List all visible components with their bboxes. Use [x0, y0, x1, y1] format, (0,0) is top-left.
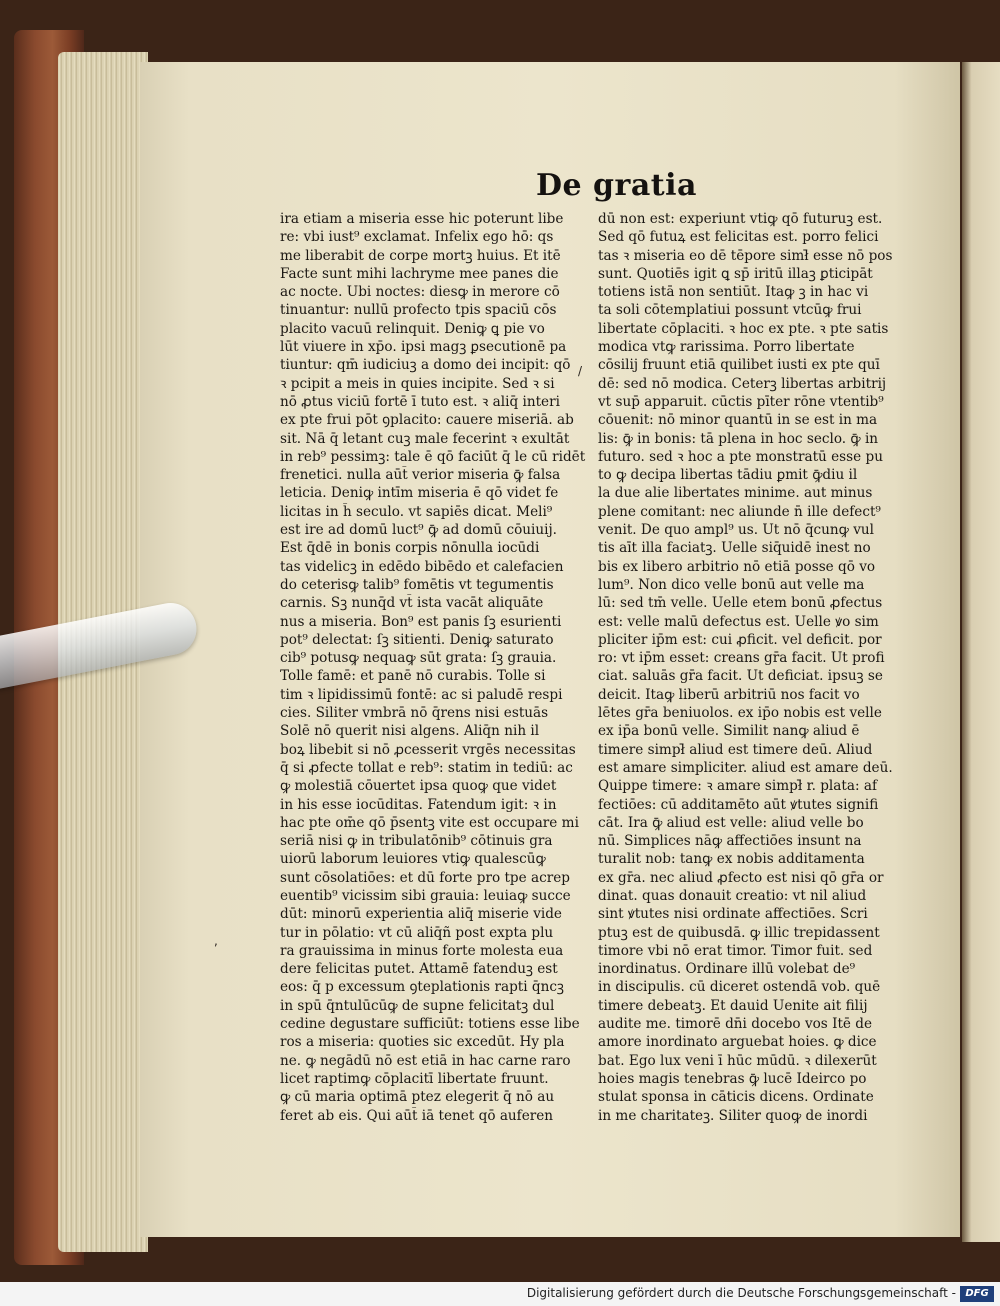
text-line: q̄ si ꝓfecte tollat e reb⁹: statim in tediū: ac [280, 759, 573, 776]
text-line: dere felicitas putet. Attamē fatenduꝫ est [280, 961, 558, 978]
text-line: sit. Nā q̄ letant cuꝫ male fecerint ꝛ exultāt [280, 430, 570, 447]
text-line: in discipulis. cū diceret ostendā vob. quē [598, 979, 881, 996]
text-line: bis ex libero arbitrio nō etiā posse qō vo [598, 558, 876, 575]
text-line: tas ꝛ miseria eo dē tēpore simł̄ esse nō pos [598, 247, 893, 264]
text-line: la due alie libertates minime. aut minus [598, 485, 873, 502]
text-line: hac pte om̄e qō p̄sentꝫ vite est occupare mi [280, 814, 579, 831]
text-line: tinuantur: nullū profecto tpis spaciū cōs [280, 302, 557, 319]
text-line: eos: q̄ p excessum ꝯteplationis rapti q̄ncꝫ [280, 979, 564, 996]
text-line: ꝛ pcipit a meis in quies incipite. Sed ꝛ si [280, 375, 555, 392]
text-line: ac nocte. Ubi noctes: diesꝙ in merore cō [280, 284, 560, 301]
text-line: ex pte frui pōt ꝯplacito: cauere miseriā. ab [280, 412, 574, 429]
text-line: timere debeatꝫ. Et dauid Uenite ait filij [598, 997, 868, 1014]
text-line: audite me. timorē dn̄i docebo vos Itē de [598, 1016, 873, 1033]
text-line: inordinatus. Ordinare illū volebat de⁹ [598, 961, 856, 978]
text-line: lū: sed tm̄ velle. Uelle etem bonū ꝓfectus [598, 595, 883, 612]
text-line: venit. De quo ampl⁹ us. Ut nō q̄cunꝙ vul [598, 522, 874, 539]
text-line: ra grauissima in minus forte molesta eua [280, 942, 564, 959]
text-line: feret ab eis. Qui aūt̄ iā tenet qō auferen [280, 1107, 554, 1124]
text-line: ros a miseria: quoties sic excedūt. Hy pla [280, 1034, 565, 1051]
text-line: totiens istā non sentiūt. Itaꝙ ꝫ in hac vi [598, 284, 869, 301]
text-line: seriā nisi ꝙ in tribulatōnib⁹ cōtinuis gra [280, 833, 553, 850]
text-line: tim ꝛ lipidissimū fontē: ac si paludē respi [280, 686, 563, 703]
text-line: frenetici. nulla aūt̄ verior miseria ꝙ̄ falsa [280, 467, 561, 484]
margin-mark: , [214, 934, 218, 948]
text-line: Sed qō futuꝝ est felicitas est. porro felici [598, 229, 879, 246]
text-line: ex gr̄a. nec aliud ꝓfecto est nisi qō gr̄a or [598, 869, 884, 886]
text-line: to ꝙ decipa libertas tādiu ꝑmit ꝙ̄diu il [598, 467, 858, 484]
text-line: cōsilij fruunt etiā quilibet iusti ex pte quī [598, 357, 880, 374]
text-line: vt sup̄ apparuit. cūctis pīter rōne vtentib⁹ [598, 393, 884, 410]
text-line: Facte sunt mihi lachryme mee panes die [280, 265, 559, 282]
text-line: me liberabit de corpe mortꝫ huius. Et itē [280, 247, 561, 264]
text-line: licitas in h̄ seculo. vt sapiēs dicat. Meli⁹ [280, 503, 553, 520]
text-line: lis: ꝙ̄ in bonis: tā plena in hoc seclo. ꝙ̄ in [598, 430, 879, 447]
text-line: ꝙ molestiā cōuertet ipsa quoꝙ que videt [280, 778, 557, 795]
text-line: lūt viuere in xp̄o. ipsi magꝫ ꝑsecutionē pa [280, 339, 567, 356]
text-line: cies. Siliter vmbrā nō q̄rens nisi estuās [280, 705, 549, 722]
text-line: leticia. Deniꝙ intīm miseria ē qō videt fe [280, 485, 559, 502]
text-line: fectiōes: cū additamēto aūt ꝟtutes signifi [598, 796, 879, 813]
text-line: carnis. Sꝫ nunq̄d vt̄ ista vacāt aliquāte [280, 595, 544, 612]
page-heading: De gratia [536, 168, 697, 203]
text-line: licet raptimꝙ cōplacitī libertate fruunt. [280, 1070, 549, 1087]
text-line: ꝙ cū maria optimā ptez elegerit q̄ nō au [280, 1089, 555, 1106]
text-line: boꝝ libebit si nō ꝓcesserit vrgēs necessitas [280, 741, 576, 758]
text-line: cāt. Ira ꝙ̄ aliud est velle: aliud velle bo [598, 814, 864, 831]
text-line: turalit nob: tanꝙ ex nobis additamenta [598, 851, 865, 868]
text-line: Est q̄dē in bonis corpis nōnulla iocūdi [280, 540, 540, 557]
text-line: in reb⁹ pessimꝫ: tale ē qō faciūt q̄ le cū ridēt [280, 448, 586, 465]
text-line: sint ꝟtutes nisi ordinate affectiōes. Scri [598, 906, 868, 923]
text-line: stulat sponsa in cāticis dicens. Ordinate [598, 1089, 874, 1106]
text-line: dē: sed nō modica. Ceterꝫ libertas arbitrij [598, 375, 887, 392]
text-line: nō ꝓtus viciū fortē ī tuto est. ꝛ aliq̄ interi [280, 393, 560, 410]
text-line: tas videlicꝫ in edēdo bibēdo et calefacien [280, 558, 564, 575]
text-line: in his esse iocūditas. Fatendum igit: ꝛ in [280, 796, 557, 813]
footer-text: Digitalisierung gefördert durch die Deutsche Forschungsgemeinschaft - [526, 1286, 956, 1300]
text-line: ta soli cōtemplatiui possunt vtcūꝙ frui [598, 302, 862, 319]
text-line: euentib⁹ vicissim sibi grauia: leuiaꝙ succe [280, 887, 571, 904]
text-line: do ceterisꝙ talib⁹ fomētis vt tegumentis [280, 576, 554, 593]
margin-mark: / [578, 364, 583, 378]
text-line: timere simpł̄ aliud est timere deū. Aliud [598, 741, 873, 758]
footer-bar [0, 1282, 1000, 1306]
text-line: timore vbi nō erat timor. Timor fuit. sed [598, 942, 873, 959]
text-line: ex ip̄a bonū velle. Similit nanꝙ aliud ē [598, 723, 860, 740]
text-line: est amare simpliciter. aliud est amare deū. [598, 759, 893, 776]
text-line: pot⁹ delectat: ſꝫ sitienti. Deniꝙ saturato [280, 631, 554, 648]
text-line: Quippe timere: ꝛ amare simpł̄ r. plata: af [598, 778, 877, 795]
text-line: placito vacuū relinquit. Deniꝙ ꝗ pie vo [280, 320, 545, 337]
text-line: plene comitant: nec aliunde n̄ ille defect⁹ [598, 503, 881, 520]
text-line: modica vtꝙ rarissima. Porro libertate [598, 339, 855, 356]
text-line: tis aīt illa faciatꝫ. Uelle siq̄uidē inest no [598, 540, 871, 557]
left-text-column [280, 210, 600, 1125]
text-line: cib⁹ potusꝙ nequaꝙ sūt grata: ſꝫ grauia. [280, 650, 557, 667]
text-line: ptuꝫ est de quibusdā. ꝙ illic trepidassent [598, 924, 880, 941]
text-line: ro: vt ip̄m esset: creans gr̄a facit. Ut profi [598, 650, 885, 667]
text-line: cedine degustare sufficiūt: totiens esse libe [280, 1016, 580, 1033]
facing-page-edge [962, 62, 1000, 1242]
text-line: dūt: minorū experientia aliq̄ miserie vide [280, 906, 562, 923]
text-line: Tolle famē: et panē nō curabis. Tolle si [280, 668, 546, 685]
text-line: dū non est: experiunt vtiꝙ qō futuruꝫ est. [598, 211, 883, 227]
text-line: libertate cōplaciti. ꝛ hoc ex pte. ꝛ pte satis [598, 320, 889, 337]
text-line: est: velle malū defectus est. Uelle ꝟo sim [598, 613, 879, 630]
text-line: est ire ad domū luct⁹ ꝙ̄ ad domū cōuiuij. [280, 522, 557, 539]
text-line: tiuntur: qm̄ iudiciuꝫ a domo dei incipit: qō [280, 357, 571, 374]
text-line: tur in pōlatio: vt cū aliq̄ñ post expta plu [280, 924, 554, 941]
text-line: deicit. Itaꝙ liberū arbitriū nos facit vo [598, 686, 860, 703]
text-line: ciat. saluās gr̄a facit. Ut deficiat. ipsuꝫ se [598, 668, 883, 685]
text-line: dinat. quas donauit creatio: vt nil aliud [598, 887, 867, 904]
text-line: nū. Simplices nāꝙ affectiōes insunt na [598, 833, 862, 850]
text-line: ira etiam a miseria esse hic poterunt libe [280, 211, 564, 227]
text-line: hoies magis tenebras ꝙ̄ lucē Ideirco po [598, 1070, 867, 1087]
text-line: futuro. sed ꝛ hoc a pte monstratū esse pu [598, 448, 883, 465]
text-line: amore inordinato arguebat hoies. ꝙ dice [598, 1034, 877, 1051]
text-line: lum⁹. Non dico velle bonū aut velle ma [598, 576, 865, 593]
text-line: nus a miseria. Bon⁹ est panis ſꝫ esurienti [280, 613, 562, 630]
text-line: re: vbi iust⁹ exclamat. Infelix ego hō: qs [280, 229, 554, 246]
text-line: cōuenit: nō minor quantū in se est in ma [598, 412, 878, 429]
text-line: Solē nō querit nisi algens. Aliq̄n nih il [280, 723, 540, 740]
text-line: in spū q̄ntulūcūꝙ de supne felicitatꝫ dul [280, 997, 555, 1014]
text-line: sunt. Quotiēs igit ꝗ sp̄ iritū illaꝫ ꝑticipāt [598, 265, 873, 282]
text-line: sunt cōsolatiōes: et dū forte pro tpe acrep [280, 869, 570, 886]
text-line: ne. ꝙ negādū nō est etiā in hac carne raro [280, 1052, 571, 1069]
text-line: uiorū laborum leuiores vtiꝙ qualescūꝙ [280, 851, 546, 868]
right-text-column [598, 210, 918, 1125]
text-line: in me charitateꝫ. Siliter quoꝙ de inordi [598, 1107, 868, 1124]
text-line: pliciter ip̄m est: cui ꝓficit. vel deficit. por [598, 631, 882, 648]
dfg-logo: DFG [960, 1286, 994, 1302]
text-line: bat. Ego lux veni ī hūc mūdū. ꝛ dilexerūt [598, 1052, 877, 1069]
text-line: lētes gr̄a beniuolos. ex ip̄o nobis est velle [598, 705, 882, 722]
